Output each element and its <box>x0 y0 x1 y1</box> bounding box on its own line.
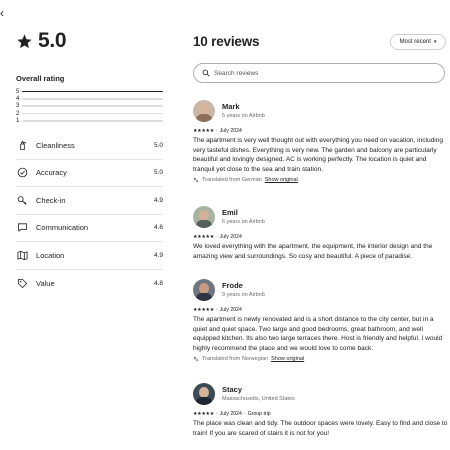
category-label: Check-in <box>36 195 66 205</box>
review-header <box>193 205 449 229</box>
reviewer-name: Mark <box>222 102 240 111</box>
translation-note <box>193 177 449 183</box>
overall-rating-label: Overall rating <box>16 74 65 83</box>
review-stars: ★★★★★ <box>193 234 214 240</box>
sort-dropdown[interactable] <box>390 34 446 50</box>
avatar-body <box>196 220 212 228</box>
category-label: Accuracy <box>36 168 67 178</box>
check-circle-icon <box>16 167 28 179</box>
rating-distribution <box>16 88 163 124</box>
review-header <box>193 278 449 302</box>
review-date: July 2024 <box>219 128 242 134</box>
avatar-body <box>196 114 212 122</box>
show-original-link[interactable]: Show original <box>271 355 305 362</box>
avatar-body <box>196 293 212 301</box>
review-item <box>193 99 449 183</box>
review-stars: ★★★★★ <box>193 411 214 417</box>
reviewer-info <box>222 281 265 299</box>
reviews-count-title: 10 reviews <box>193 34 260 49</box>
avatar[interactable] <box>193 279 215 301</box>
search-box[interactable] <box>193 63 445 83</box>
star-icon <box>16 33 33 50</box>
map-icon <box>16 249 28 261</box>
category-row-communication <box>16 215 163 243</box>
distribution-star-label: 5 <box>16 88 20 95</box>
category-score: 4.9 <box>153 196 163 204</box>
overall-score-value: 5.0 <box>38 29 67 52</box>
distribution-row <box>16 110 163 117</box>
reviewer-tenure: Massachusetts, United States <box>222 396 295 402</box>
reviewer-tenure: 5 years on Airbnb <box>222 113 265 119</box>
separator-dot: · <box>215 411 218 417</box>
review-item <box>193 382 449 438</box>
search-input[interactable] <box>214 70 434 77</box>
close-button[interactable] <box>0 7 12 19</box>
review-stars: ★★★★★ <box>193 128 214 134</box>
reviewer-info <box>222 102 265 120</box>
reviewer-name: Frode <box>222 281 243 290</box>
distribution-star-label: 2 <box>16 110 20 117</box>
show-original-link[interactable]: Show original <box>264 176 298 183</box>
distribution-bar-track <box>22 113 163 115</box>
review-item <box>193 205 449 261</box>
search-icon <box>202 69 210 77</box>
review-meta <box>193 410 449 418</box>
category-row-value <box>16 270 163 298</box>
distribution-bar-fill <box>22 91 163 93</box>
category-score: 5.0 <box>153 141 163 149</box>
category-ratings <box>16 132 163 297</box>
translate-icon <box>193 356 199 362</box>
translated-from-label: Translated from Norwegian <box>202 355 269 362</box>
category-label: Cleanliness <box>36 140 75 150</box>
distribution-star-label: 3 <box>16 103 20 110</box>
overall-score <box>16 28 163 54</box>
distribution-bar-track <box>22 91 163 93</box>
chevron-down-icon: ▾ <box>433 39 437 45</box>
distribution-row <box>16 103 163 110</box>
avatar-body <box>196 397 212 405</box>
reviewer-info <box>222 385 295 403</box>
distribution-row <box>16 95 163 102</box>
review-text: The apartment is very well thought out with everything you need on vacation, including very tasteful dishes. Everything is very new. The garden and balcony are particularly beautiful and lovingly designed. AC is working perfectly. The location is quiet and tranquil yet close to the sea and train station. <box>193 137 444 174</box>
category-score: 5.0 <box>153 169 163 177</box>
separator-dot: · <box>215 128 218 134</box>
distribution-row <box>16 117 163 124</box>
category-label: Communication <box>36 223 89 233</box>
message-icon <box>16 222 28 234</box>
reviewer-info <box>222 208 265 226</box>
review-meta <box>193 306 449 314</box>
review-date: July 2024 <box>219 411 242 417</box>
category-row-location <box>16 242 163 270</box>
review-header <box>193 382 449 406</box>
translated-from-label: Translated from German <box>202 176 262 183</box>
trip-type: Group trip <box>247 411 271 417</box>
category-score: 4.6 <box>153 224 163 232</box>
review-header <box>193 99 449 123</box>
separator-dot: · <box>215 307 218 313</box>
distribution-bar-track <box>22 120 163 122</box>
rating-summary <box>16 28 163 288</box>
review-date: July 2024 <box>219 307 242 313</box>
spray-bottle-icon <box>16 139 28 151</box>
distribution-star-label: 4 <box>16 95 20 102</box>
avatar[interactable] <box>193 100 215 122</box>
category-label: Value <box>36 278 55 288</box>
distribution-bar-track <box>22 105 163 107</box>
sort-label: Most recent <box>399 39 431 45</box>
reviewer-tenure: 9 years on Airbnb <box>222 292 265 298</box>
distribution-star-label: 1 <box>16 117 20 124</box>
key-icon <box>16 194 28 206</box>
review-text: We loved everything with the apartment, the equipment, the interior design and the amazing view and surroundings. So cosy and beautiful. A piece of paradise. <box>193 243 433 260</box>
reviewer-name: Stacy <box>222 385 243 394</box>
translate-icon <box>193 177 199 183</box>
category-label: Location <box>36 250 65 260</box>
reviewer-name: Emil <box>222 208 238 217</box>
separator-dot: · <box>243 411 246 417</box>
separator-dot: · <box>215 234 218 240</box>
category-score: 4.9 <box>153 251 163 259</box>
distribution-row <box>16 88 163 95</box>
translation-note <box>193 356 449 362</box>
distribution-bar-track <box>22 98 163 100</box>
review-text: The apartment is newly renovated and is a short distance to the city center, but in a quiet and quiet space. Two large and good bedrooms, great bathroom, and well equipped kitchen. Its also two large terraces there. Host is friendly and helpful. I would highly recommend the place and we would love to come back. <box>193 316 443 353</box>
category-row-accuracy <box>16 160 163 188</box>
avatar[interactable] <box>193 383 215 405</box>
category-score: 4.8 <box>153 279 163 287</box>
avatar[interactable] <box>193 206 215 228</box>
category-row-check-in <box>16 187 163 215</box>
review-text: The place was clean and tidy. The outdoor spaces were lovely. Easy to find and close to train! If you are scared of stairs it is not for you! <box>193 420 448 437</box>
review-item <box>193 278 449 362</box>
category-row-cleanliness <box>16 132 163 160</box>
review-meta <box>193 233 449 241</box>
review-date: July 2024 <box>219 234 242 240</box>
chevron-left-icon: ‹ <box>0 6 4 20</box>
reviewer-tenure: 6 years on Airbnb <box>222 219 265 225</box>
review-meta <box>193 127 449 135</box>
tag-icon <box>16 277 28 289</box>
review-stars: ★★★★★ <box>193 307 214 313</box>
